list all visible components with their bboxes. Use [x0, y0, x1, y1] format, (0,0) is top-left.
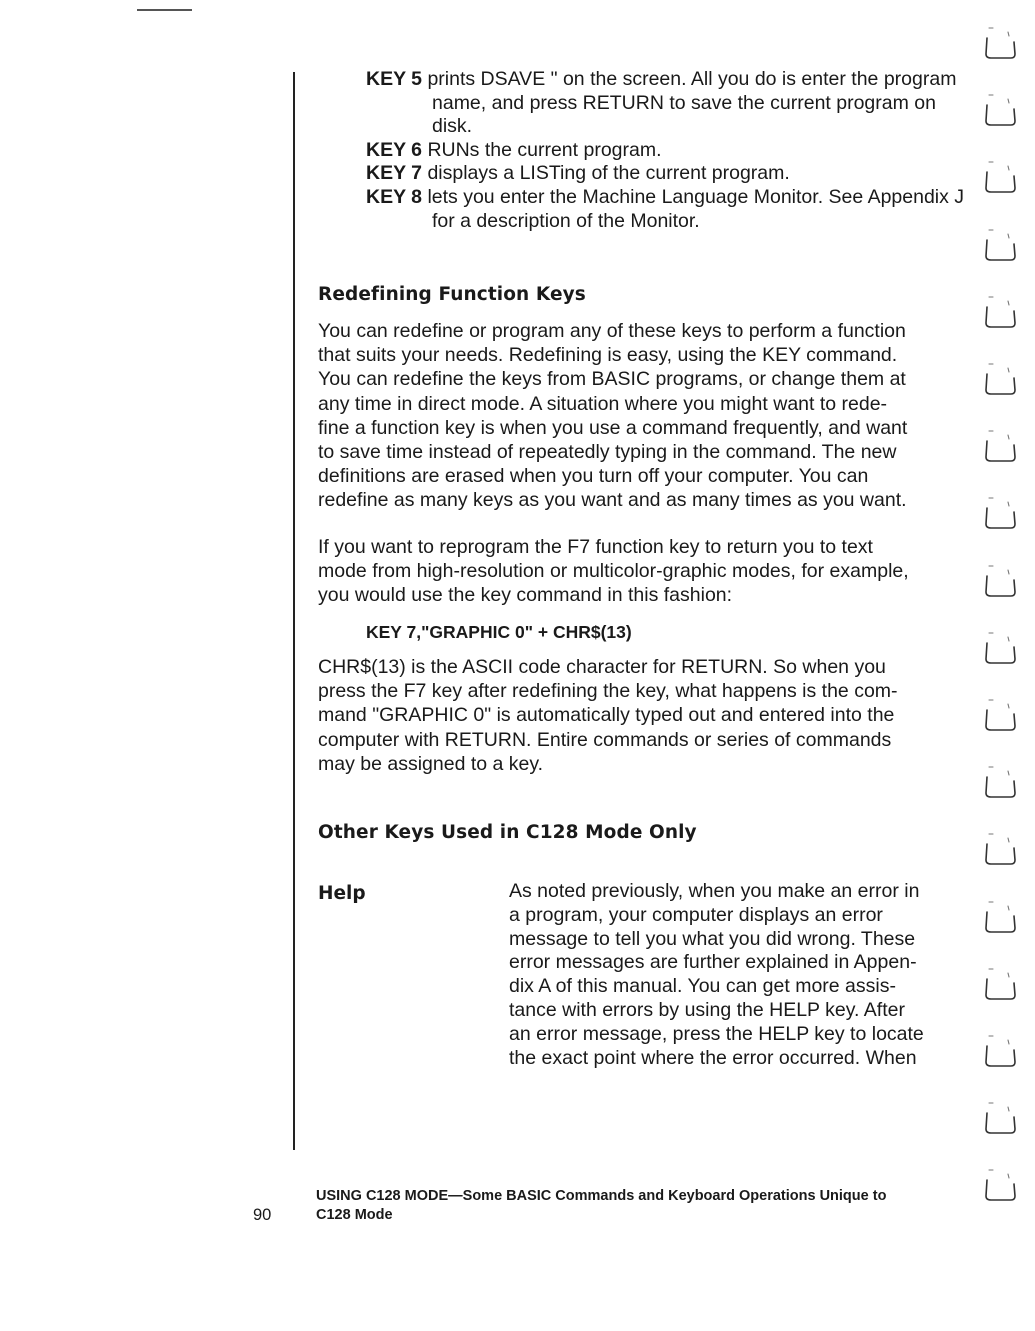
page-number: 90	[253, 1206, 272, 1224]
binder-hole-icon	[975, 222, 1025, 270]
binder-hole-icon	[975, 625, 1025, 673]
paragraph-redefine-intro: You can redefine or program any of these keys to perform a function that suits your needs. Redefining is easy, using the KEY command. You can redefine the keys from BASIC programs, or change them at any time in direct mode. A situation where you might want to rede- fine a function key is when you use a command frequently, and want to save time instead of repeatedly typing in the command. The new definitions are erased when you turn off your computer. You can redefine as many keys as you want and as many times as you want.	[318, 320, 908, 512]
binder-holes	[975, 20, 1033, 1320]
binder-hole-icon	[975, 423, 1025, 471]
key-description: displays a LISTing of the current program.	[427, 162, 790, 185]
key-label: KEY 6	[366, 138, 423, 161]
help-key-term: Help	[318, 883, 366, 904]
binder-hole-icon	[975, 759, 1025, 807]
key-entry-7	[366, 162, 966, 186]
binder-hole-icon	[975, 558, 1025, 606]
key-description: RUNs the current program.	[427, 138, 662, 161]
binder-hole-icon	[975, 356, 1025, 404]
paragraph-chr13: CHR$(13) is the ASCII code character for RETURN. So when you press the F7 key after redefining the key, what happens is the com- mand "GRAPHIC 0" is automatically typed out and entered into the computer with RETURN. Entire commands or series of commands may be assigned to a key.	[318, 656, 898, 775]
code-example: KEY 7,"GRAPHIC 0" + CHR$(13)	[366, 622, 632, 642]
binder-hole-icon	[975, 1162, 1025, 1210]
top-rule	[137, 9, 192, 11]
binder-hole-icon	[975, 87, 1025, 135]
key-description: prints DSAVE " on the screen. All you do is enter the program name, and press RETURN to save the current program on disk.	[427, 68, 957, 138]
key-label: KEY 8	[366, 185, 423, 208]
key-label: KEY 5	[366, 68, 423, 90]
key-entry-5	[366, 68, 966, 139]
binder-hole-icon	[975, 20, 1025, 68]
binder-hole-icon	[975, 490, 1025, 538]
key-label: KEY 7	[366, 162, 423, 185]
running-footer: USING C128 MODE—Some BASIC Commands and Keyboard Operations Unique to C128 Mode	[316, 1188, 887, 1223]
binder-hole-icon	[975, 961, 1025, 1009]
section-heading-other-keys: Other Keys Used in C128 Mode Only	[318, 822, 697, 843]
key-description: lets you enter the Machine Language Monitor. See Appendix J for a description of the Monitor.	[427, 185, 965, 232]
binder-hole-icon	[975, 692, 1025, 740]
binder-hole-icon	[975, 826, 1025, 874]
binder-hole-icon	[975, 289, 1025, 337]
binder-hole-icon	[975, 894, 1025, 942]
key-entry-6	[366, 139, 966, 163]
binder-hole-icon	[975, 1028, 1025, 1076]
key-entry-8	[366, 186, 966, 233]
binder-hole-icon	[975, 1095, 1025, 1143]
help-key-description: As noted previously, when you make an error in a program, your computer displays an error message to tell you what you did wrong. These error messages are further explained in Appen- dix A of this manual. You can get more assis- tance with errors by using the HELP key. After an error message, press the HELP key to locate the exact point where the error occurred. When	[509, 880, 924, 1069]
margin-rule	[293, 72, 295, 1150]
binder-hole-icon	[975, 154, 1025, 202]
function-key-list	[366, 68, 966, 233]
section-heading-redefining: Redefining Function Keys	[318, 284, 586, 305]
paragraph-f7-example: If you want to reprogram the F7 function key to return you to text mode from high-resolution or multicolor-graphic modes, for example, you would use the key command in this fashion:	[318, 536, 909, 607]
